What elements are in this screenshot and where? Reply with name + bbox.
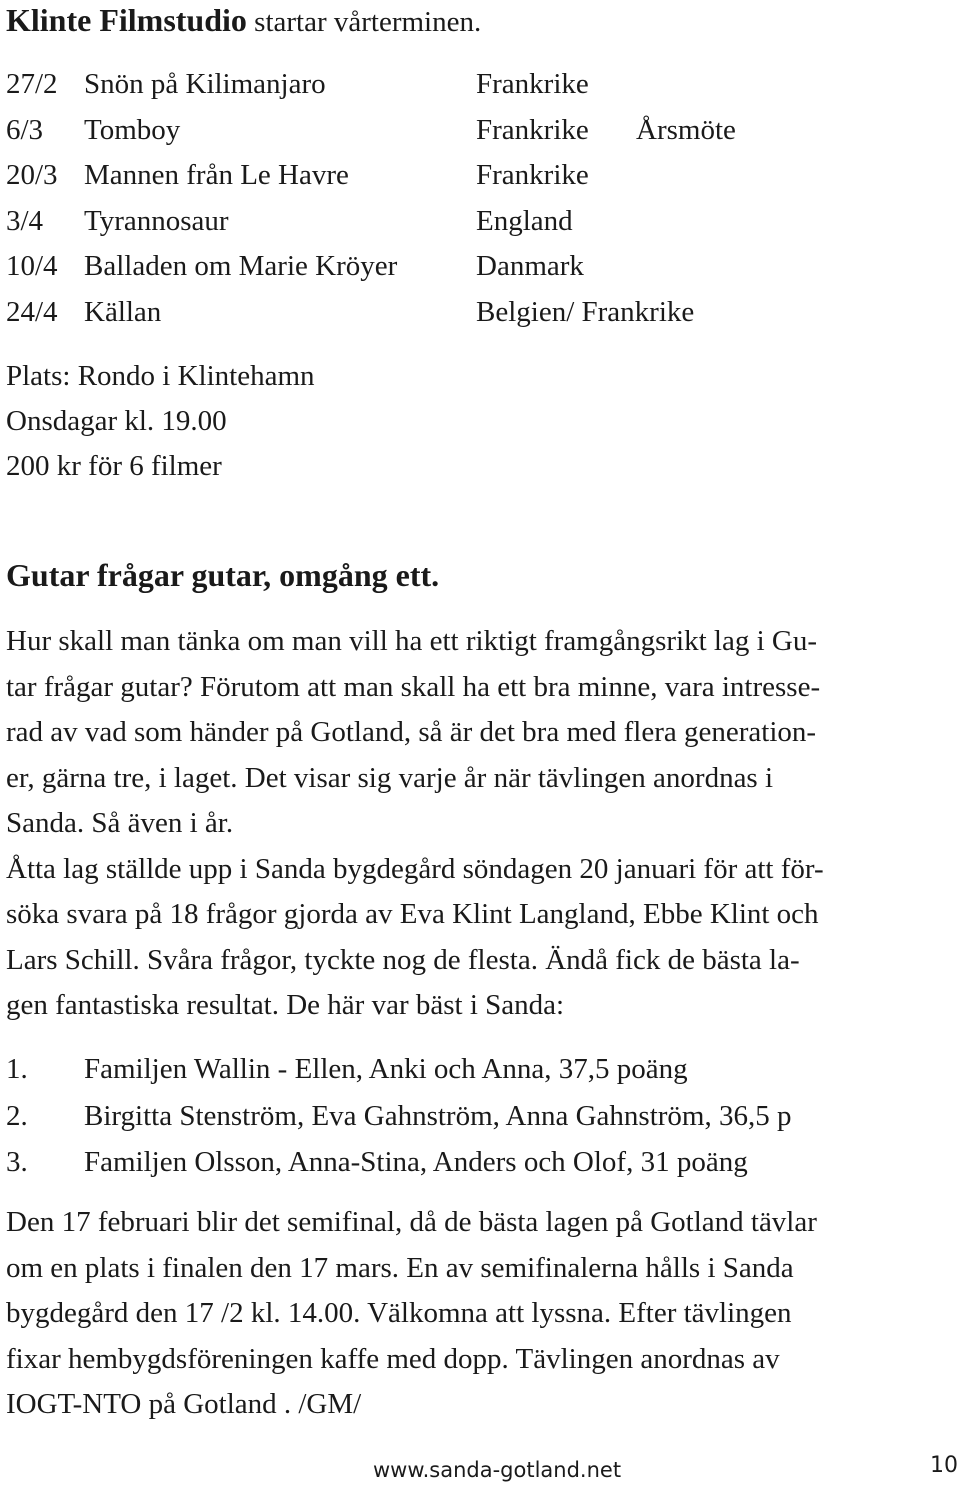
- screening-time: Onsdagar kl. 19.00: [6, 405, 227, 437]
- film-country: Frankrike: [476, 68, 589, 100]
- paragraph-line: Åtta lag ställde upp i Sanda bygdegård söndagen 20 januari för att för-: [6, 852, 824, 885]
- paragraph-line: gen fantastiska resultat. De här var bäst i Sanda:: [6, 989, 565, 1021]
- article-paragraph-2: [6, 1200, 940, 1428]
- film-date: 20/3: [6, 159, 58, 191]
- film-date: 27/2: [6, 68, 58, 100]
- screening-info: [6, 354, 315, 489]
- film-date: 24/4: [6, 295, 58, 328]
- film-country: Frankrike: [476, 113, 589, 146]
- film-title: Balladen om Marie Kröyer: [84, 250, 398, 282]
- result-rank: 1.: [6, 1053, 28, 1085]
- page-number: 10: [930, 1453, 958, 1478]
- paragraph-line: söka svara på 18 frågor gjorda av Eva Klint Langland, Ebbe Klint och: [6, 898, 819, 930]
- footer-website: www.sanda-gotland.net: [373, 1458, 622, 1482]
- paragraph-line: Hur skall man tänka om man vill ha ett riktigt framgångsrikt lag i Gu-: [6, 625, 818, 657]
- paragraph-line: Sanda. Så även i år.: [6, 807, 234, 839]
- paragraph-line: er, gärna tre, i laget. Det visar sig varje år när tävlingen anordnas i: [6, 761, 774, 794]
- result-text: Familjen Olsson, Anna-Stina, Anders och Olof, 31 poäng: [84, 1146, 748, 1178]
- result-rank: 3.: [6, 1146, 28, 1178]
- paragraph-line: bygdegård den 17 /2 kl. 14.00. Välkomna att lyssna. Efter tävlingen: [6, 1297, 792, 1329]
- film-date: 10/4: [6, 250, 58, 282]
- film-title: Tyrannosaur: [84, 204, 229, 237]
- film-note: Årsmöte: [636, 113, 736, 146]
- film-title: Tomboy: [84, 113, 181, 146]
- film-country: England: [476, 204, 573, 237]
- paragraph-line: tar frågar gutar? Förutom att man skall ha ett bra minne, vara intresse-: [6, 670, 821, 703]
- screening-price: 200 kr för 6 filmer: [6, 450, 222, 482]
- film-country: Belgien/ Frankrike: [476, 295, 695, 328]
- paragraph-line: Den 17 februari blir det semifinal, då de bästa lagen på Gotland tävlar: [6, 1206, 817, 1238]
- film-title: Snön på Kilimanjaro: [84, 68, 326, 100]
- film-title: Mannen från Le Havre: [84, 159, 349, 191]
- article-paragraph-1: [6, 619, 940, 1029]
- screening-place: Plats: Rondo i Klintehamn: [6, 360, 315, 392]
- filmstudio-name: Klinte Filmstudio: [6, 2, 247, 38]
- filmstudio-heading: [6, 0, 481, 42]
- film-country: Frankrike: [476, 159, 589, 191]
- film-date: 6/3: [6, 113, 44, 146]
- article-title: Gutar frågar gutar, omgång ett.: [6, 557, 440, 593]
- result-text: Familjen Wallin - Ellen, Anki och Anna, 37,5 poäng: [84, 1053, 688, 1085]
- paragraph-line: rad av vad som händer på Gotland, så är det bra med flera generation-: [6, 716, 817, 748]
- film-date: 3/4: [6, 204, 44, 237]
- result-text: Birgitta Stenström, Eva Gahnström, Anna Gahnström, 36,5 p: [84, 1099, 792, 1132]
- paragraph-line: Lars Schill. Svåra frågor, tyckte nog de flesta. Ändå fick de bästa la-: [6, 943, 800, 976]
- filmstudio-heading-rest: startar vårterminen.: [246, 6, 482, 38]
- paragraph-line: fixar hembygdsföreningen kaffe med dopp. Tävlingen anordnas av: [6, 1342, 780, 1375]
- film-title: Källan: [84, 295, 162, 328]
- paragraph-line: om en plats i finalen den 17 mars. En av semifinalerna hålls i Sanda: [6, 1251, 794, 1284]
- result-rank: 2.: [6, 1099, 28, 1132]
- film-country: Danmark: [476, 250, 584, 282]
- paragraph-line: IOGT-NTO på Gotland . /GM/: [6, 1388, 362, 1420]
